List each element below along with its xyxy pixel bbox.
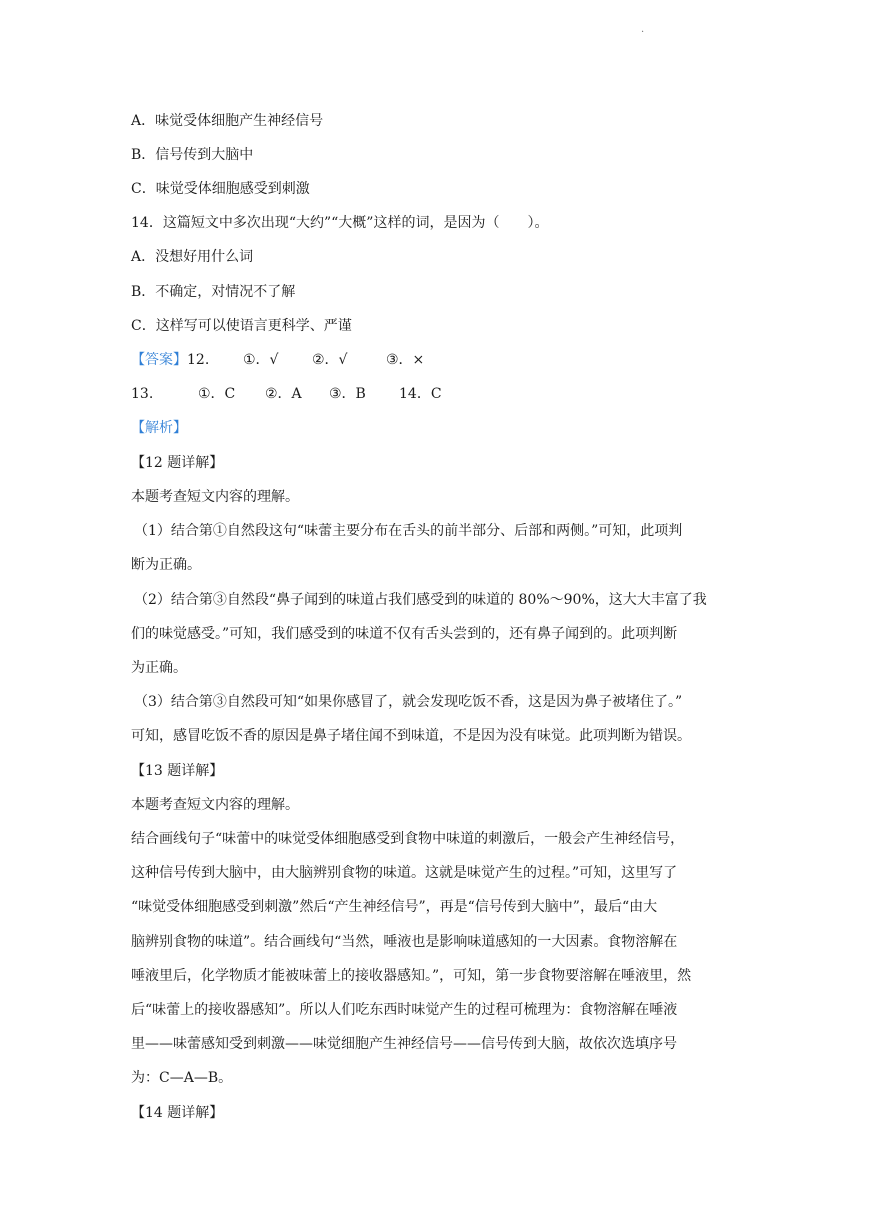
section-12-line: （1）结合第①自然段这句“味蕾主要分布在舌头的前半部分、后部和两侧。”可知，此项判 <box>134 523 683 539</box>
answer-item: 13. <box>131 386 154 402</box>
answer-item: ③．× <box>386 352 425 368</box>
section-14-title: 【14 题详解】 <box>131 1105 224 1121</box>
answer-item: ①．C <box>198 386 236 402</box>
answer-item: ②．√ <box>312 352 348 368</box>
q13-option-c: C．味觉受体细胞感受到刺激 <box>131 181 310 197</box>
answer-item: ①．√ <box>243 352 279 368</box>
answer-item: ②．A <box>265 386 302 402</box>
analysis-tag: 【解析】 <box>131 420 187 436</box>
section-13-line: 后“味蕾上的接收器感知”。所以人们吃东西时味觉产生的过程可梳理为：食物溶解在唾液 <box>131 1002 678 1018</box>
section-12-line: 为正确。 <box>131 660 187 676</box>
section-13-line: 脑辨别食物的味道”。结合画线句“当然，唾液也是影响味道感知的一大因素。食物溶解在 <box>131 934 678 950</box>
section-13-line: 结合画线句子“味蕾中的味觉受体细胞感受到食物中味道的刺激后，一般会产生神经信号， <box>131 831 685 847</box>
section-13-line: 里——味蕾感知受到刺激——味觉细胞产生神经信号——信号传到大脑，故依次选填序号 <box>131 1036 677 1052</box>
answer-item: 12. <box>187 352 210 368</box>
section-13-line: 唾液里后，化学物质才能被味蕾上的接收器感知。”，可知，第一步食物要溶解在唾液里，然 <box>131 968 692 984</box>
section-13-line: 为：C—A—B。 <box>131 1070 233 1086</box>
section-13-line: 这种信号传到大脑中，由大脑辨别食物的味道。这就是味觉产生的过程。”可知，这里写了 <box>131 865 678 881</box>
q13-option-a: A．味觉受体细胞产生神经信号 <box>131 113 324 129</box>
q14-option-b: B．不确定，对情况不了解 <box>131 284 296 300</box>
q14-stem: 14．这篇短文中多次出现“大约”“大概”这样的词，是因为（ ）。 <box>131 215 549 231</box>
section-12-line: （2）结合第③自然段“鼻子闻到的味道占我们感受到的味道的 80%～90%，这大大丰富了我 <box>134 592 707 608</box>
answer-line-1 <box>131 350 424 370</box>
q14-option-c: C．这样写可以使语言更科学、严谨 <box>131 318 352 334</box>
q13-option-b: B．信号传到大脑中 <box>131 147 254 163</box>
section-12-line: 们的味觉感受。”可知，我们感受到的味道不仅有舌头尝到的，还有鼻子闻到的。此项判断 <box>131 626 678 642</box>
section-12-line: 本题考查短文内容的理解。 <box>131 489 299 505</box>
section-13-line: “味觉受体细胞感受到刺激”然后“产生神经信号”，再是“信号传到大脑中”，最后“由大 <box>131 899 658 915</box>
section-12-title: 【12 题详解】 <box>131 455 224 471</box>
section-12-line: 可知，感冒吃饭不香的原因是鼻子堵住闻不到味道，不是因为没有味觉。此项判断为错误。 <box>131 728 691 744</box>
q14-option-a: A．没想好用什么词 <box>131 249 254 265</box>
answer-item: 14．C <box>399 386 442 402</box>
corner-mark: · <box>641 27 645 38</box>
answer-line-2 <box>131 384 442 404</box>
answer-item: ③．B <box>329 386 366 402</box>
section-12-line: 断为正确。 <box>131 557 201 573</box>
answer-tag: 【答案】 <box>131 352 187 368</box>
section-13-title: 【13 题详解】 <box>131 763 224 779</box>
section-13-line: 本题考查短文内容的理解。 <box>131 797 299 813</box>
section-12-line: （3）结合第③自然段可知“如果你感冒了，就会发现吃饭不香，这是因为鼻子被堵住了。” <box>134 694 683 710</box>
